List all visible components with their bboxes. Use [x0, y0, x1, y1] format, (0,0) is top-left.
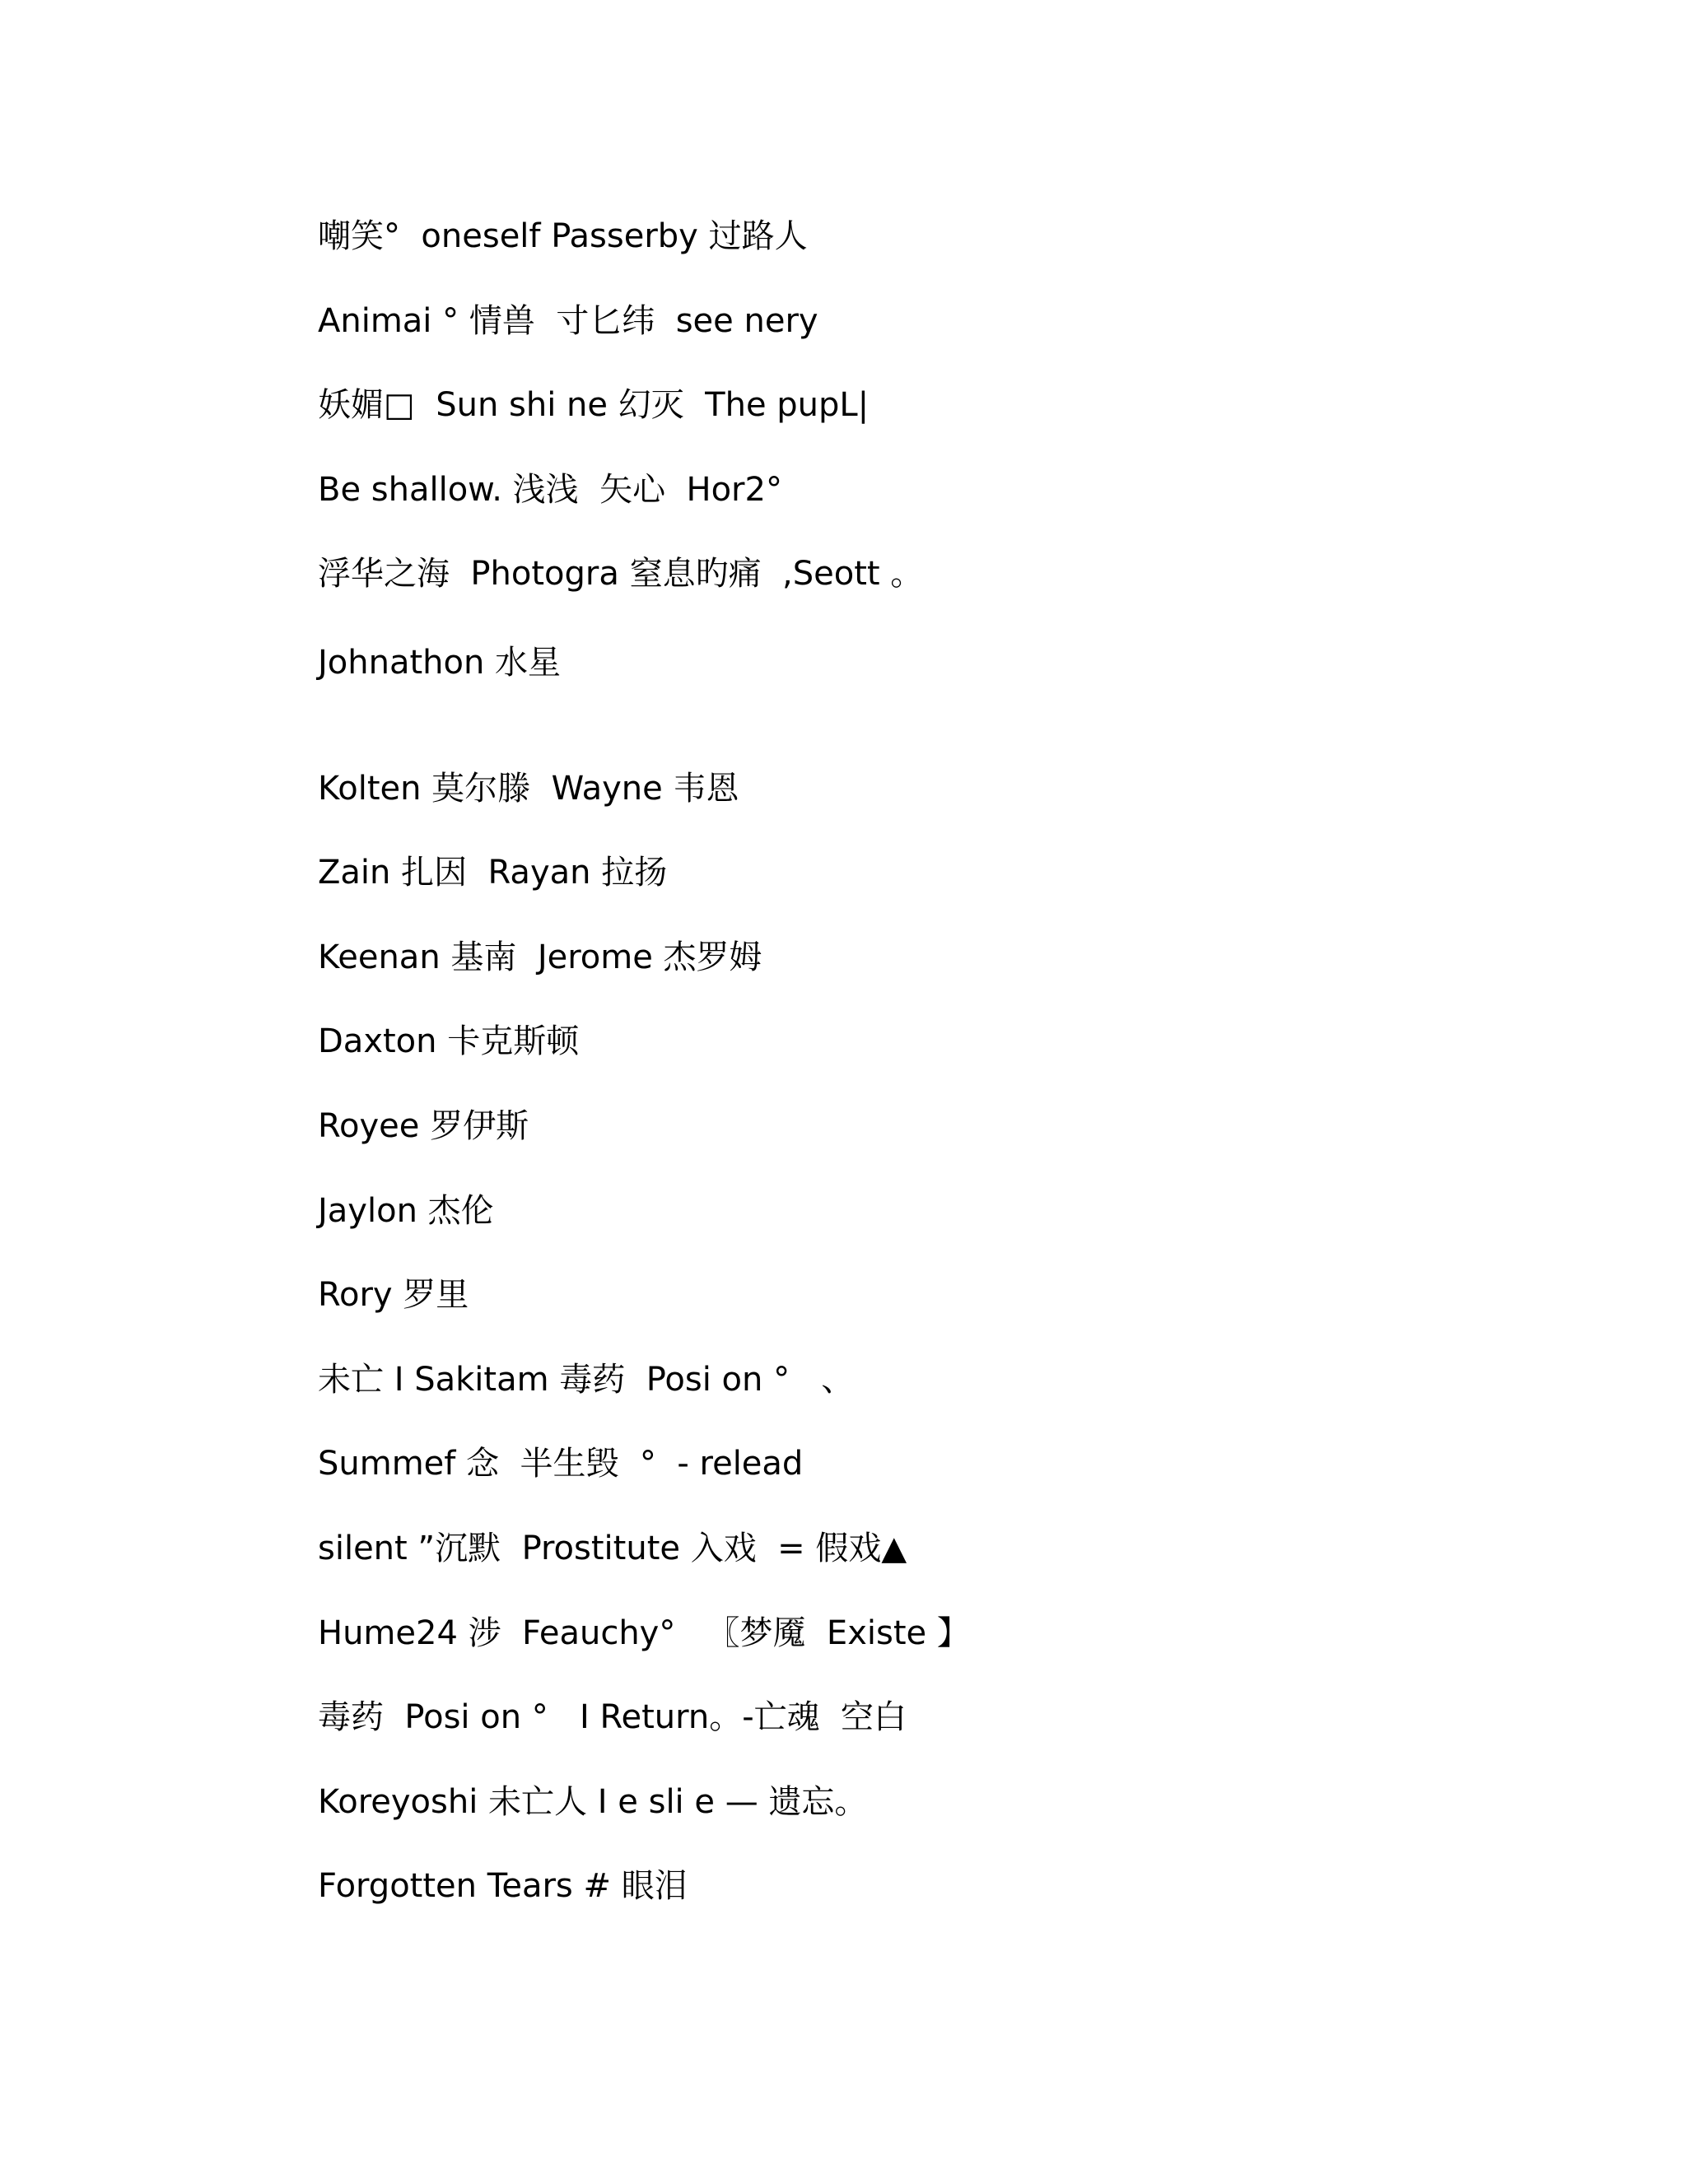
text-line: Zain 扎因 Rayan 拉扬 [318, 854, 668, 892]
text-line: Hume24 涉 Feauchy° 〖梦魇 Existe 】 [318, 1614, 970, 1652]
text-line: 毒药 Posi on ° I Return。-亡魂 空白 [318, 1698, 907, 1736]
text-line: Animai ° 情兽 寸匕纬 see nery [318, 302, 818, 340]
text-line: 嘲笑° oneself Passerby 过路人 [318, 217, 808, 255]
text-line: silent ”沉默 Prostitute 入戏 = 假戏▲ [318, 1530, 907, 1567]
text-line: 浮华之海 Photogra 窒息旳痛 ,Seott 。 [318, 555, 924, 593]
text-line: Forgotten Tears # 眼泪 [318, 1867, 688, 1905]
text-line: Keenan 基南 Jerome 杰罗姆 [318, 938, 762, 976]
text-line: Summef 念 半生毁 ° - relead [318, 1445, 804, 1483]
text-line: Daxton 卡克斯顿 [318, 1022, 580, 1060]
text-line: Rory 罗里 [318, 1276, 469, 1314]
text-line: Jaylon 杰伦 [318, 1192, 494, 1230]
text-line: 妖媚□ Sun shi ne 幻灭 The pupL| [318, 386, 870, 424]
text-line: Be shallow. 浅浅 矢心 Hor2° [318, 471, 782, 509]
text-line: Koreyoshi 未亡人 I e sli e — 遗忘。 [318, 1783, 868, 1821]
text-line: 未亡 I Sakitam 毒药 Posi on ° 、 [318, 1361, 855, 1399]
text-line: Johnathon 水星 [318, 644, 562, 682]
text-line: Royee 罗伊斯 [318, 1107, 529, 1145]
text-line: Kolten 莫尔滕 Wayne 韦恩 [318, 770, 739, 808]
